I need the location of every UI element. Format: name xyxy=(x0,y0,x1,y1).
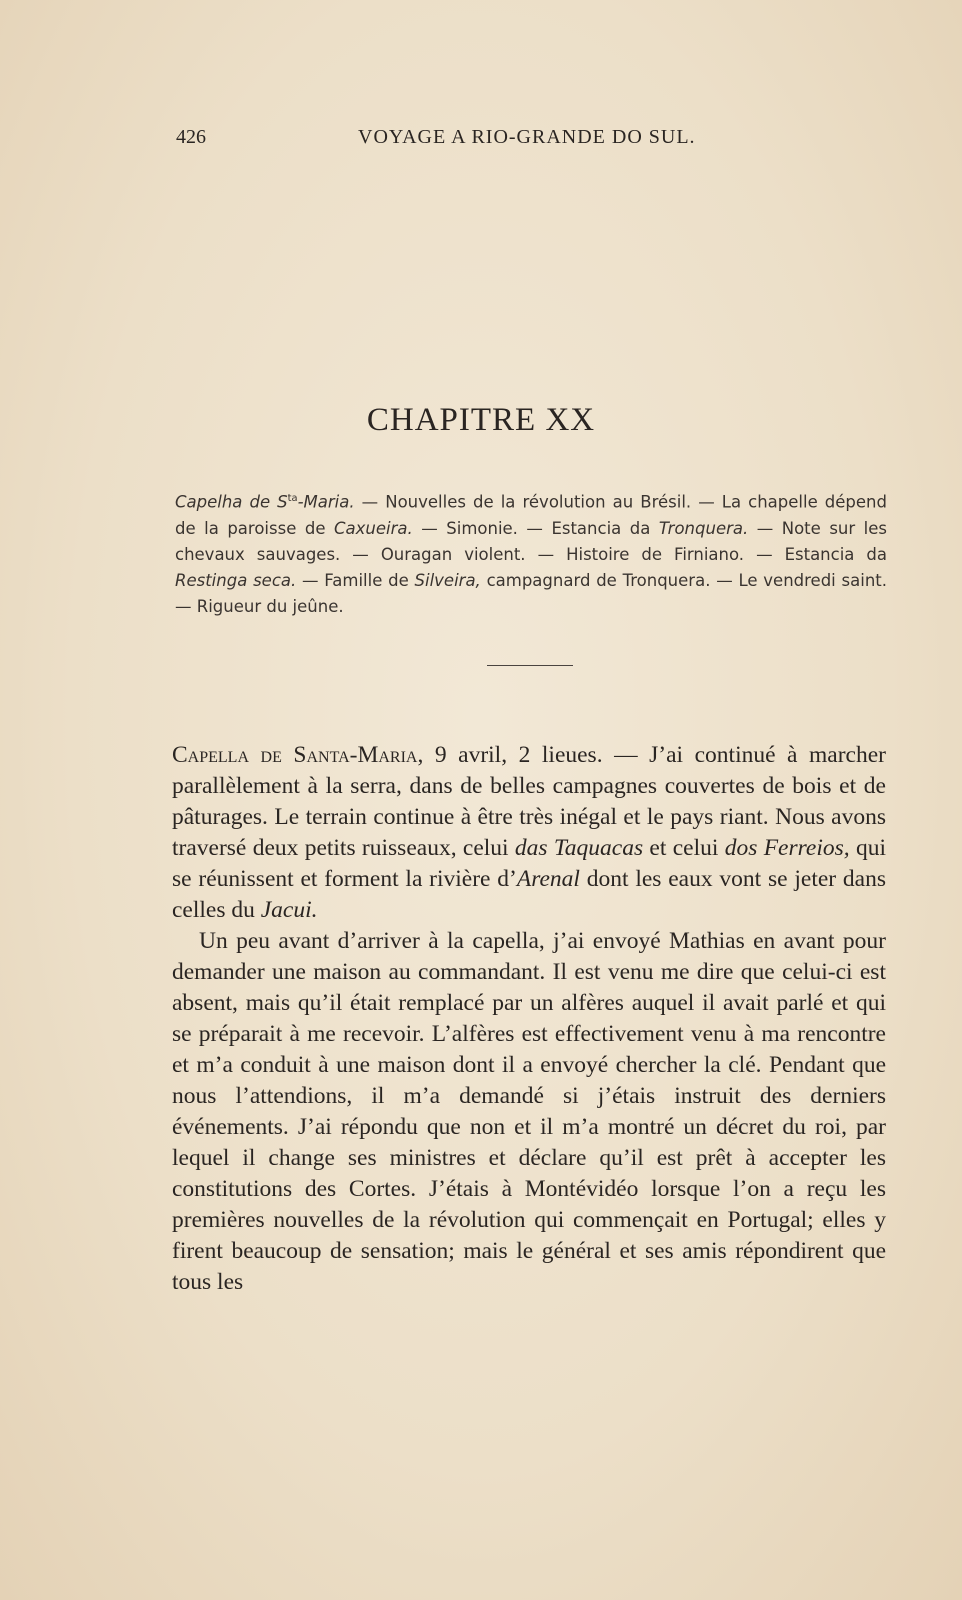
text-run: — Famille de xyxy=(296,570,415,590)
text-run: Restinga seca. xyxy=(175,570,297,590)
text-run: -Maria. xyxy=(297,492,355,512)
paragraph-1 xyxy=(172,740,886,926)
text-run: qui se réunissent et forment la rivière d’ xyxy=(172,835,886,892)
text-run: — Nouvelles de la révolution au Brésil. — La chapelle dépend de la paroisse de xyxy=(175,492,887,538)
text-run: Silveira, xyxy=(414,570,481,590)
text-run: das Taquacas xyxy=(514,835,644,861)
body-text xyxy=(172,740,886,1298)
text-run: Caxueira. xyxy=(334,518,413,538)
running-head xyxy=(176,126,896,154)
chapter-summary xyxy=(175,486,887,620)
text-run: dos Ferreios, xyxy=(724,835,850,861)
text-run: , 9 avril, 2 lieues. — J’ai continué à marcher parallèlement à la serra, dans de belles campagnes couvertes de bois et de pâturages. Le terrain continue à être très inégal et le pays riant. Nous avons traversé deux petits ruisseaux, celui xyxy=(172,742,886,861)
section-divider xyxy=(487,665,573,666)
text-run: campagnard de Tronquera. — Le vendredi saint. — Rigueur du jeûne. xyxy=(175,570,887,616)
text-run: — Note sur les chevaux sauvages. — Ouragan violent. — Histoire de Firniano. — Estancia da xyxy=(175,518,887,564)
text-run: Jacui. xyxy=(260,897,318,923)
text-run: dont les eaux vont se jeter dans celles du xyxy=(172,866,886,923)
text-run: ta xyxy=(287,493,298,504)
page-number: 426 xyxy=(176,126,206,148)
text-run: et celui xyxy=(643,835,725,861)
paragraph-2: Un peu avant d’arriver à la capella, j’ai envoyé Mathias en avant pour demander une maison au commandant. Il est venu me dire que celui-ci est absent, mais qu’il était remplacé par un alfères auquel il avait parlé et qui se préparait à me recevoir. L’alfères est effectivement venu à ma rencontre et m’a conduit à une maison dont il a envoyé chercher la clé. Pendant que nous l’attendions, il m’a demandé si j’étais instruit des derniers événements. J’ai répondu que non et il m’a montré un décret du roi, par lequel il change ses ministres et déclare qu’il est prêt à accepter les constitutions des Cortes. J’étais à Montévidéo lorsque l’on a reçu les premières nouvelles de la révolution qui commençait en Portugal; elles y firent beaucoup de sensation; mais le général et ses amis répondirent que tous les xyxy=(172,928,886,1295)
running-title: VOYAGE A RIO-GRANDE DO SUL. xyxy=(358,126,696,148)
chapter-title: CHAPITRE XX xyxy=(366,402,596,438)
text-run: Capelha de S xyxy=(175,492,288,512)
text-run: — Simonie. — Estancia da xyxy=(412,518,659,538)
text-run: Tronquera. xyxy=(658,518,749,538)
text-run: Arenal xyxy=(516,866,580,892)
text-run: Capella de Santa-Maria xyxy=(172,742,418,768)
